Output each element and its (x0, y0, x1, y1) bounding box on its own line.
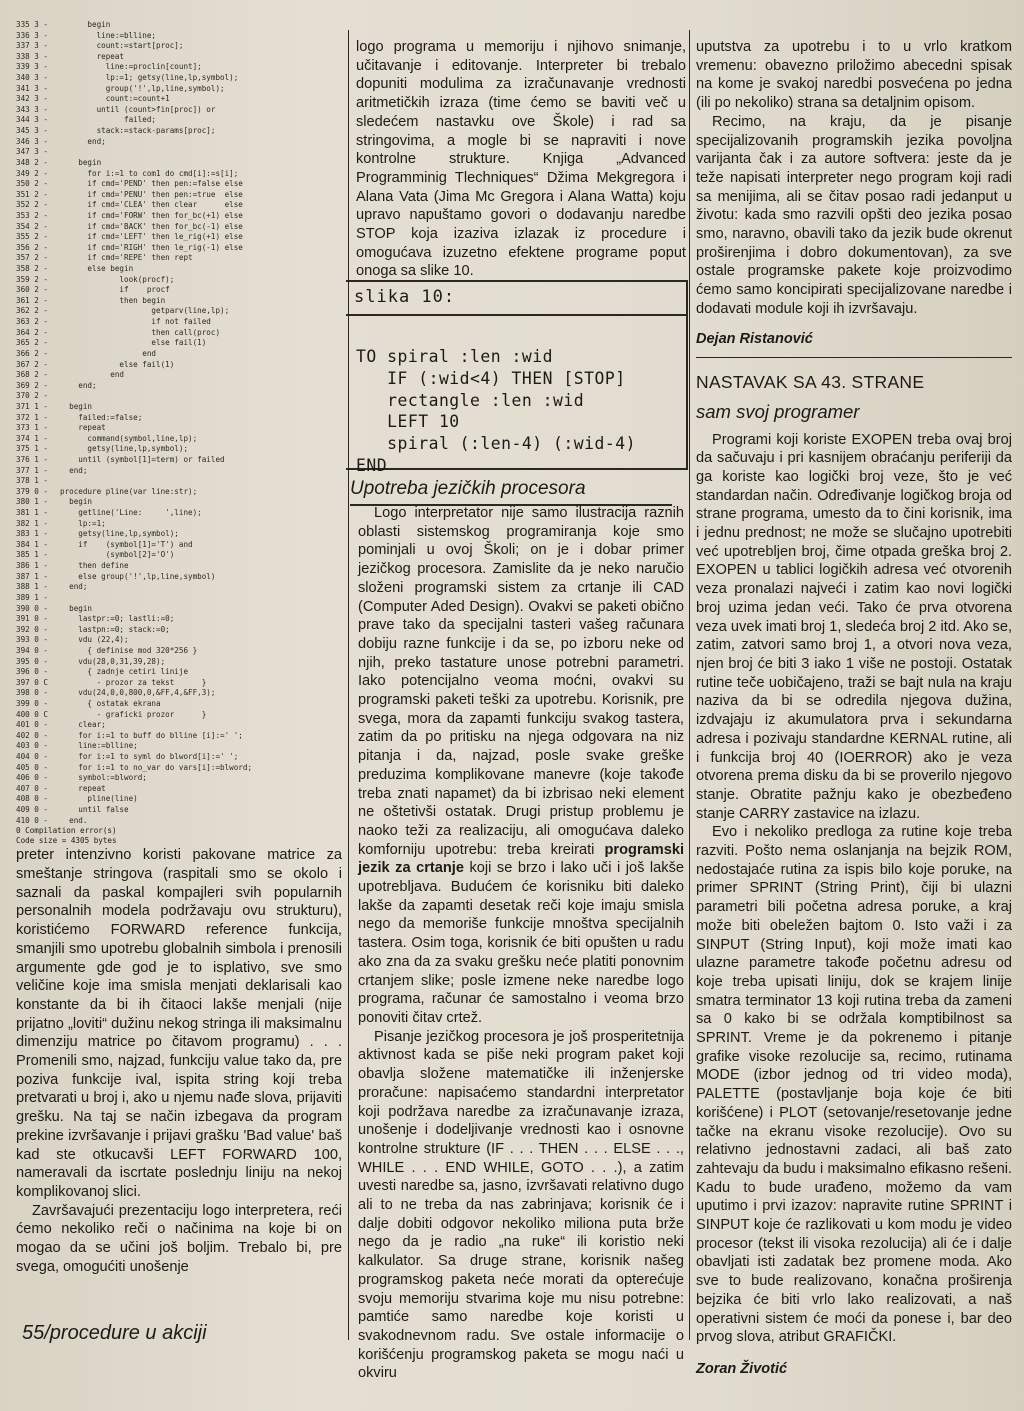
line-number: 352 2 - (16, 200, 49, 210)
code-line (16, 678, 342, 689)
code-text: line:=blline; (60, 30, 157, 40)
code-text: else begin (60, 264, 134, 274)
paragraph: Recimo, na kraju, da je pisanje specijalizovanih programskih jezika povoljna varijanta čak i za autore softvera: jeste da je teže napisati interpreter nego program koji radi sa menijima, ali se čitav posao radi jedanput u životu: kada smo razvili opšti deo jezika posao smo, naravno, obavili tako da jezik bude okrenut proširenjima i dobro dokumentovan), za sve ostale programske pakete koje proizvodimo ćemo samo koncipirati specijalizovane naredbe i dodavati module koji ih izvršavaju. (696, 113, 1012, 317)
code-line (16, 126, 342, 137)
code-line (16, 222, 342, 233)
code-text: failed:=false; (60, 412, 143, 422)
line-number: 394 0 - (16, 645, 49, 655)
code-line (16, 328, 342, 339)
line-number: 407 0 - (16, 783, 49, 793)
code-line (16, 264, 342, 275)
pascal-code-listing (16, 20, 342, 826)
code-line (16, 657, 342, 668)
line-number: 389 1 - (16, 592, 49, 602)
line-number: 373 1 - (16, 423, 49, 433)
code-text: - graficki prozor } (60, 709, 207, 719)
code-text: for i:=1 to buff do blline [i]:=' '; (60, 730, 243, 740)
middle-article-text (358, 504, 684, 1383)
code-text: for i:=1 to syml do blword[i]:=' '; (60, 752, 239, 762)
code-line (16, 508, 342, 519)
line-number: 355 2 - (16, 232, 49, 242)
code-line (16, 455, 342, 466)
line-number: 340 3 - (16, 73, 49, 83)
line-number: 390 0 - (16, 603, 49, 613)
code-text: if cmd='PEND' then pen:=false else (60, 179, 243, 189)
line-number: 336 3 - (16, 30, 49, 40)
paragraph: preter intenzivno koristi pakovane matrice za smeštanje stringova (raspitali smo se okolo i saznali da paskal kompajleri svih popularnih personalnih modela podržavaju ovu strukturu), koristićemo FORWARD reference funkcija, smanjili smo upotrebu globalnih simbola i prenosili argumente gde god je to isplativo, sve smo veličine koje ima smisla menjati deklarisali kao konstante da bi ih čitaoci lakše menjali (nije prijatno „loviti“ dužinu nekog stringa ili maksimalnu dimenziju matrice po čitavom programu) . . . Promenili smo, najzad, funkciju value tako da, pre poziva funkcije ival, ispita string koji treba pretvarati u broj i, ako u njemu nađe slova, prijaviti grešku. Na taj se način izbegava da program prekine izvršavanje i prijavi grašku 'Bad value' baš kad ste otkucavši LEFT FORWARD 100, nameravali da iscrtate poslednju liniju na nekoj komplikovanoj slici. (16, 847, 342, 1200)
line-number: 376 1 - (16, 454, 49, 464)
code-text: count:=start[proc]; (60, 41, 184, 51)
code-line (16, 540, 342, 551)
column-left (16, 20, 342, 1276)
line-number: 387 1 - (16, 571, 49, 581)
code-text: if cmd='PENU' then pen:=true else (60, 189, 243, 199)
code-text: { ostatak ekrana (60, 699, 161, 708)
logo-code-line: LEFT 10 (356, 412, 460, 432)
code-line (16, 62, 342, 73)
code-text: if (symbol[1]='T') and (60, 539, 193, 549)
paragraph: Logo interpretator nije samo ilustracija raznih oblasti sistemskog programiranja koje smo pominjali u ovoj Školi; on je i dobar primer jezičkog procesora. Zamislite da je neko naručio složeni programski sistem za crtanje ili CAD (Computer Aded Design). Ovakvi se paketi obično prave tako da specijalni tasteri vašeg računara dobiju razne funkcije i da se, po izboru neke od njih, preko tastature unose potrebni parametri. Iako potencijalno veoma moćni, ovakvi su programski paketi teški za upotrebu. Korisnik, pre svega, mora da zapamti funkciju svakog tastera, zatim da po pritisku na njega odgovara na niz pitanja i da, najzad, posle svake greške preduzima komplikovane manevre (koje takođe treba znati napamet) da bi izbrisao neki element ne oštetivši ostatak. Drugi pristup problemu je naoko teži za realizaciju, ali omogućava daleko komforniju upotrebu: treba kreirati programski jezik za crtanje koji se brzo i lako uči i još lakše upotrebljava. Budućem će korisniku biti daleko lakše da zapamti desetak reči koje imaju smisla nego da memoriše funkcije mnoštva specijalnih tastera. Osim toga, korisnik će biti opušten u radu ako zna da za svaku grešku neće platiti ponovnim crtanjem slike; posle izmene neke naredbe logo programa, računar će samostalno i veoma brzo ponoviti čitav crtež. (358, 505, 684, 1026)
page-footer-caption: 55/procedure u akciji (22, 1322, 207, 1344)
emphasized-phrase: programski jezik za crtanje (358, 841, 684, 877)
code-text: end. (60, 815, 88, 825)
line-number: 351 2 - (16, 189, 49, 199)
code-text: if procf (60, 285, 170, 295)
line-number: 357 2 - (16, 253, 49, 263)
code-line (16, 169, 342, 180)
code-line (16, 550, 342, 561)
code-text: pline(line) (60, 794, 138, 804)
line-number: 379 0 - (16, 486, 49, 496)
code-text: group('!',lp,line,symbol); (60, 83, 225, 93)
code-text: - prozor za tekst } (60, 677, 207, 687)
code-text: getparv(line,lp); (60, 306, 230, 316)
line-number: 345 3 - (16, 126, 49, 136)
code-line (16, 476, 342, 487)
code-text: begin (60, 20, 111, 29)
code-line (16, 731, 342, 742)
code-text: for i:=1 to no_var do vars[i]:=blword; (60, 762, 253, 772)
line-number: 346 3 - (16, 136, 49, 146)
right-article-text (696, 38, 1012, 319)
line-number: 381 1 - (16, 508, 49, 518)
paragraph: Završavajući prezentaciju logo interpretera, reći ćemo nekoliko reči o načinima na koje bi on mogao da se učini još boljim. Trebalo bi, pre svega, omogućiti unošenje (16, 1202, 342, 1275)
code-line (16, 317, 342, 328)
line-number: 356 2 - (16, 242, 49, 252)
line-number: 350 2 - (16, 179, 49, 189)
code-line (16, 752, 342, 763)
line-number: 371 1 - (16, 401, 49, 411)
line-number: 399 0 - (16, 699, 49, 708)
logo-code-line: spiral (:len-4) (:wid-4) (356, 434, 636, 454)
code-line (16, 763, 342, 774)
line-number: 396 0 - (16, 667, 49, 677)
code-text: { definise mod 320*256 } (60, 645, 198, 655)
figure-title: slika 10: (354, 287, 456, 307)
code-text: vdu(24,0,0,800,0,&FF,4,&FF,3); (60, 688, 216, 698)
code-text: begin (60, 157, 102, 167)
code-text: repeat (60, 783, 106, 793)
line-number: 388 1 - (16, 582, 49, 592)
section-divider (696, 357, 1012, 358)
code-line (16, 423, 342, 434)
code-text: if cmd='BACK' then for_bc(-1) else (60, 221, 243, 231)
code-line (16, 519, 342, 530)
code-text: if cmd='LEFT' then le_rig(+1) else (60, 232, 243, 242)
code-text: end (60, 370, 125, 380)
code-text: getsy(line,lp,symbol); (60, 444, 189, 454)
code-line (16, 487, 342, 498)
code-line (16, 444, 342, 455)
code-line (16, 158, 342, 169)
code-text: begin (60, 603, 93, 613)
code-line (16, 391, 342, 402)
line-number: 397 0 C (16, 677, 49, 687)
code-line (16, 604, 342, 615)
code-line (16, 94, 342, 105)
code-text: then call(proc) (60, 327, 221, 337)
code-text: { zadnje cetiri linije (60, 667, 189, 677)
code-line (16, 105, 342, 116)
code-text: end; (60, 136, 106, 146)
code-line (16, 434, 342, 445)
code-text: command(symbol,line,lp); (60, 433, 198, 443)
line-number: 358 2 - (16, 264, 49, 274)
logo-program-code (356, 346, 636, 477)
code-line (16, 773, 342, 784)
line-number: 341 3 - (16, 83, 49, 93)
column-middle (356, 38, 686, 281)
line-number: 406 0 - (16, 773, 49, 783)
code-line (16, 200, 342, 211)
code-line (16, 73, 342, 84)
paragraph: uputstva za upotrebu i to u vrlo kratkom vremenu: obavezno priložimo abecedni spisak na kome je svakoj naredbi posvećena po jedna (ili po nekoliko) strana sa detaljnim opisom. (696, 39, 1012, 112)
line-number: 337 3 - (16, 41, 49, 51)
line-number: 364 2 - (16, 327, 49, 337)
left-article-text (16, 846, 342, 1276)
line-number: 391 0 - (16, 614, 49, 624)
code-text: if cmd='CLEA' then clear else (60, 200, 243, 210)
code-text: repeat (60, 51, 125, 61)
code-text: line:=blline; (60, 741, 138, 751)
code-text: then begin (60, 295, 166, 305)
line-number: 384 1 - (16, 539, 49, 549)
line-number: 408 0 - (16, 794, 49, 804)
right-article-body (696, 431, 1012, 1347)
code-line (16, 275, 342, 286)
code-line (16, 710, 342, 721)
code-text: then define (60, 561, 129, 571)
section-subheading: sam svoj programer (696, 400, 860, 422)
line-number: 353 2 - (16, 210, 49, 220)
line-number: 374 1 - (16, 433, 49, 443)
code-line (16, 529, 342, 540)
line-number: 344 3 - (16, 115, 49, 125)
code-text: stack:=stack-params[proc]; (60, 126, 216, 136)
logo-code-line: TO spiral :len :wid (356, 347, 553, 366)
logo-code-line: END (356, 455, 388, 475)
line-number: 361 2 - (16, 295, 49, 305)
code-line (16, 466, 342, 477)
line-number: 398 0 - (16, 688, 49, 698)
line-number: 392 0 - (16, 624, 49, 634)
code-line (16, 381, 342, 392)
code-line (16, 211, 342, 222)
paragraph: logo programa u memoriju i njihovo snimanje, učitavanje i editovanje. Interpreter bi trebalo dopuniti modulima za izračunavanje vrednosti aritmetičkih izraza (time ćemo se baviti več u sledećem nastavku ove Škole) i rad sa stringovima, a mogle bi se napraviti i nove kontrolne strukture. Knjiga „Advanced Programminig Tlechniques“ Džima Mekgregora i Alana Vata (Jima Mc Gregora i Alana Watta) koju upravo napuštamo govori o dodavanju naredbe STOP koja izaziva izlazak iz procedure i omogućava izuzetno efektene programe poput onoga sa slike 10. (356, 39, 686, 280)
code-line (16, 582, 342, 593)
line-number: 405 0 - (16, 762, 49, 772)
line-number: 367 2 - (16, 359, 49, 369)
column-divider (689, 30, 690, 1340)
code-text: look(procf); (60, 274, 175, 284)
code-line (16, 635, 342, 646)
code-text: until (symbol[1]=term) or failed (60, 454, 225, 464)
code-line (16, 370, 342, 381)
code-line (16, 360, 342, 371)
code-text: count:=count+1 (60, 94, 170, 104)
code-line (16, 253, 342, 264)
code-text: repeat (60, 423, 106, 433)
code-line (16, 31, 342, 42)
line-number: 393 0 - (16, 635, 49, 645)
code-text: end (60, 348, 157, 358)
code-line (16, 816, 342, 827)
code-line (16, 179, 342, 190)
code-line (16, 805, 342, 816)
code-line (16, 614, 342, 625)
code-line (16, 625, 342, 636)
code-text: vdu (22,4); (60, 635, 129, 645)
code-text: lastpn:=0; stack:=0; (60, 624, 170, 634)
code-line (16, 52, 342, 63)
code-line (16, 349, 342, 360)
line-number: 375 1 - (16, 444, 49, 454)
code-line (16, 285, 342, 296)
line-number: 372 1 - (16, 412, 49, 422)
code-line (16, 413, 342, 424)
line-number: 370 2 - (16, 391, 49, 401)
line-number: 368 2 - (16, 370, 49, 380)
author-byline: Zoran Životić (696, 1361, 788, 1377)
code-text: until false (60, 805, 129, 815)
line-number: 382 1 - (16, 518, 49, 528)
code-size: Code size = 4305 bytes (16, 835, 117, 845)
code-text: else fail(1) (60, 338, 207, 348)
line-number: 385 1 - (16, 550, 49, 560)
code-line (16, 688, 342, 699)
code-text: failed; (60, 115, 157, 125)
line-number: 342 3 - (16, 94, 49, 104)
figure-box (346, 280, 688, 475)
line-number: 366 2 - (16, 348, 49, 358)
code-line (16, 794, 342, 805)
code-line (16, 84, 342, 95)
code-line (16, 784, 342, 795)
line-number: 377 1 - (16, 465, 49, 475)
line-number: 369 2 - (16, 380, 49, 390)
code-text: end; (60, 380, 97, 390)
code-text: vdu(28,0,31,39,28); (60, 656, 166, 666)
code-line (16, 667, 342, 678)
code-line (16, 593, 342, 604)
code-line (16, 137, 342, 148)
line-number: 386 1 - (16, 561, 49, 571)
code-text: lastpr:=0; lastli:=0; (60, 614, 175, 624)
code-text: symbol:=blword; (60, 773, 147, 783)
code-line (16, 190, 342, 201)
code-text: getline('Line: ',line); (60, 508, 202, 518)
code-line (16, 572, 342, 583)
line-number: 343 3 - (16, 104, 49, 114)
code-text: end; (60, 582, 88, 592)
line-number: 365 2 - (16, 338, 49, 348)
code-line (16, 306, 342, 317)
paragraph: Pisanje jezičkog procesora je još prosperitetnija aktivnost kada se piše neki program paket koji obavlja složene matematičke ili inženjerske proračune: napisaćemo standardni interpretator koji podržava naredbe za izračunavanje izraza, unošenje i dodeljivanje vrednosti kao i osnovne kontrolne strukture (IF . . . THEN . . . ELSE . . ., WHILE . . . END WHILE, GOTO . . .), a zatim uvesti naredbe sa, jasno, izvršavati relativno dugo ali to ne treba da nas zabrinjava; korisnik će i dalje dobiti odgovor nekoliko miliona puta brže nego da je radio „na ruke“ ili koristio neki kalkulator. Sa druge strane, korisnik našeg programskog paketa neće morati da opterećuje svoju memoriju stvarima koje mu nisu potrebne: pamtiće samo naredbe koje koristi u svakodnevnom radu. Sve ostale informacije o korišćenju programskog paketa se mogu naći u okviru (358, 1028, 684, 1382)
line-number: 401 0 - (16, 720, 49, 730)
section-heading: Upotreba jezičkih procesora (350, 478, 586, 499)
section-heading: NASTAVAK SA 43. STRANE (696, 371, 925, 392)
line-number: 347 3 - (16, 147, 49, 157)
code-line (16, 741, 342, 752)
logo-code-line: rectangle :len :wid (356, 390, 585, 410)
code-line (16, 20, 342, 31)
line-number: 402 0 - (16, 730, 49, 740)
code-text: for i:=1 to com1 do cmd[i]:=s[i]; (60, 168, 239, 178)
code-line (16, 646, 342, 657)
line-number: 383 1 - (16, 529, 49, 539)
logo-code-line: IF (:wid<4) THEN [STOP] (356, 368, 626, 388)
code-text: end; (60, 465, 88, 475)
line-number: 359 2 - (16, 274, 49, 284)
code-text: getsy(line,lp,symbol); (60, 529, 179, 539)
code-text: begin (60, 497, 93, 507)
code-line (16, 296, 342, 307)
line-number: 380 1 - (16, 497, 49, 507)
code-text: line:=proclin[count]; (60, 62, 202, 72)
line-number: 403 0 - (16, 741, 49, 751)
line-number: 363 2 - (16, 317, 49, 327)
code-line (16, 497, 342, 508)
figure-title-rule (346, 314, 686, 316)
line-number: 409 0 - (16, 805, 49, 815)
line-number: 348 2 - (16, 157, 49, 167)
code-line (16, 561, 342, 572)
code-text: if cmd='RIGH' then le_rig(-1) else (60, 242, 243, 252)
author-byline: Dejan Ristanović (696, 330, 813, 347)
code-line (16, 41, 342, 52)
code-line (16, 402, 342, 413)
code-text: else fail(1) (60, 359, 175, 369)
code-text: (symbol[2]='O') (60, 550, 175, 560)
line-number: 335 3 - (16, 20, 49, 29)
code-text: if cmd='REPE' then rept (60, 253, 193, 263)
column-right (696, 38, 1012, 1377)
line-number: 410 0 - (16, 815, 49, 825)
code-text: if cmd='FORW' then for_bc(+1) else (60, 210, 243, 220)
line-number: 339 3 - (16, 62, 49, 72)
line-number: 395 0 - (16, 656, 49, 666)
line-number: 354 2 - (16, 221, 49, 231)
code-text: if not failed (60, 317, 211, 327)
line-number: 349 2 - (16, 168, 49, 178)
code-text: lp:=1; (60, 518, 106, 528)
code-line (16, 147, 342, 158)
column-divider (348, 30, 349, 1340)
code-line (16, 699, 342, 710)
line-number: 378 1 - (16, 476, 49, 486)
code-line (16, 243, 342, 254)
paragraph: Evo i nekoliko predloga za rutine koje treba razviti. Pošto nema oslanjanja na bejzik ROM, nedostajaće rutina za ispis bilo koje poruke, na primer SPRINT (String Print), čiji bi ulazni parametri bili početna adresa poruke, a kraj može biti obeležen bajtom 0. Isto važi i za SINPUT (String Input), koji može imati kao ulazne parametre takođe početnu adresu od koje treba upisati liniju, dok se krajem linije smatra terminator 13 koji rutina treba da zameni sa 0 kako bi se održala komptibilnost sa SPRINT. Vreme je da pokrenemo i pitanje grafike visoke rezolucije sa, recimo, rutinama MODE (izbor jednog od tri video moda), PALETTE (postavljanje boja koje će biti korišćene) i PLOT (setovanje/resetovanje jedne tačke na ekranu visoke rezolucije). Ovo su relativno jednostavni zadaci, ali baš zato zahtevaju da budu i maksimalno efikasno rešeni. Kadu to bude urađeno, možemo da vam uputimo i prvi izazov: napravite rutine SPRINT i SINPUT koje će razlikovati u kom modu je video procesor (tekst ili visoka rezolucija) ali će i dalje obavljati isti zadatak bez promene moda. Ako sve to bude realizovano, konačna proširenja bejzika će biti vrlo lako realizovati, a naš operativni sistem će moći da ponese i, bar deo prvog slova, atribut GRAFIČKI. (696, 824, 1012, 1346)
compilation-errors: 0 Compilation error(s) (16, 826, 117, 836)
code-text: procedure pline(var line:str); (60, 486, 198, 496)
code-line (16, 115, 342, 126)
code-text: begin (60, 401, 93, 411)
code-text: clear; (60, 720, 106, 730)
paragraph: Programi koji koriste EXOPEN treba ovaj broj da sačuvaju i pri kasnijem obraćanju periferiji da ga koriste kao logički broj veze, što je već standardan način. Određivanje logičkog broja od strane programa, umesto da to čini korisnik, ima i jednu prednost; ne može se slučajno upotrebiti već upotrebljen broj, čime otpada greška broj 2. EXOPEN u tablici logičkih adresa već otvorenih veza pronalazi najveći i zatim kao novi logički broj uzima jedan veći. Tako će prva otvorena veza uvek imati broj 1, sledeća broj 2 itd. Ako se, zatim, zatvori samo broj 1, a otvori nova veza, njen broj će biti 3 iako 1 više ne postoji. Ostatak rutine teče uobičajeno, traži se bajt nula na kraju naziva da bi se odredila njegova dužina, izdvajaju iz akumulatora prva i sekundarna adresa i pozivaju standardne KERNAL rutine, ali i funkcija broj 40 (IOERROR) ako je veza otvorena prema disku da bi se proverilo njegovo stanje. Obratite pažnju kako je obezbeđeno stanje CARRY zastavice na izlazu. (696, 431, 1012, 822)
code-line (16, 720, 342, 731)
code-line (16, 338, 342, 349)
line-number: 400 0 C (16, 709, 49, 719)
section-heading-block (350, 478, 686, 506)
code-text: until (count>fin[proc]) or (60, 104, 216, 114)
line-number: 404 0 - (16, 752, 49, 762)
code-text: else group('!',lp,line,symbol) (60, 571, 216, 581)
code-line (16, 232, 342, 243)
code-text: lp:=1; getsy(line,lp,symbol); (60, 73, 239, 83)
line-number: 362 2 - (16, 306, 49, 316)
line-number: 338 3 - (16, 51, 49, 61)
line-number: 360 2 - (16, 285, 49, 295)
